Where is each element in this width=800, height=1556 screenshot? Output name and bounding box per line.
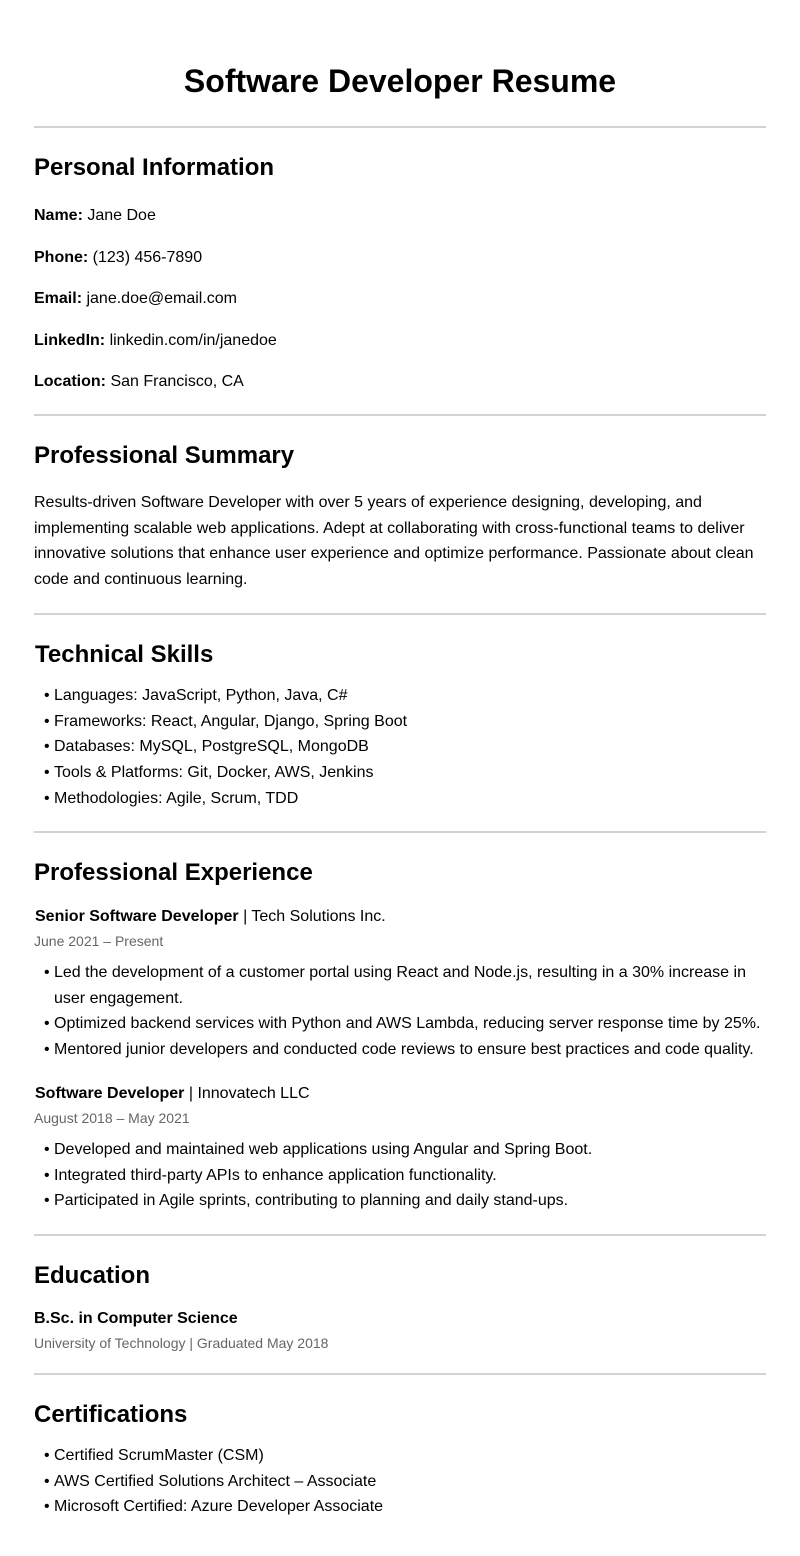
list-item: • Methodologies: Agile, Scrum, TDD [34,786,766,812]
job-title-line [35,1084,310,1104]
skills-list [34,683,766,812]
section-heading-skills: Technical Skills [35,641,214,668]
list-item: • Led the development of a customer portal using React and Node.js, resulting in a 30% increase in user engagement. [34,960,766,1011]
job-title: Software Developer [35,1085,185,1102]
location-field [34,372,244,392]
linkedin-label: LinkedIn: [34,332,106,349]
section-heading-certifications: Certifications [34,1401,188,1428]
location-label: Location: [34,373,106,390]
list-item: • Languages: JavaScript, Python, Java, C# [34,683,766,709]
linkedin-value: linkedin.com/in/janedoe [109,332,277,349]
list-item: • Participated in Agile sprints, contributing to planning and daily stand-ups. [34,1188,766,1214]
job-company: | Tech Solutions Inc. [238,908,386,925]
technical-skills-section [34,615,766,831]
name-value: Jane Doe [87,207,156,224]
list-item: • Tools & Platforms: Git, Docker, AWS, Jenkins [34,760,766,786]
email-label: Email: [34,290,83,307]
job-title: Senior Software Developer [35,908,239,925]
list-item: • Microsoft Certified: Azure Developer Associate [34,1494,766,1520]
list-item: • Databases: MySQL, PostgreSQL, MongoDB [34,734,766,760]
job-dates: August 2018 – May 2021 [34,1110,190,1126]
professional-experience-section [34,833,766,1234]
phone-value: (123) 456-7890 [92,249,203,266]
phone-field [34,248,202,268]
job-bullets [34,960,766,1063]
section-heading-summary: Professional Summary [34,442,295,469]
list-item: • Optimized backend services with Python and AWS Lambda, reducing server response time by 25%. [34,1011,766,1037]
certifications-section [34,1375,766,1525]
degree [34,1309,238,1329]
certifications-list [34,1443,766,1520]
job-bullets [34,1137,766,1214]
education-section [34,1236,766,1373]
section-heading-personal: Personal Information [34,154,275,181]
job-dates: June 2021 – Present [34,933,164,949]
section-heading-experience: Professional Experience [34,859,313,886]
summary-text: Results-driven Software Developer with over 5 years of experience designing, developing, and implementing scalable web applications. Adept at collaborating with cross-functional teams to deliver innovative solutions that enhance user experience and optimize performance. Passionate about clean code and continuous learning. [34,494,754,589]
phone-label: Phone: [34,249,89,266]
email-value: jane.doe@email.com [86,290,238,307]
degree-title: B.Sc. in Computer Science [34,1310,238,1327]
section-heading-education: Education [34,1262,151,1289]
name-label: Name: [34,207,83,224]
list-item: • AWS Certified Solutions Architect – Associate [34,1469,766,1495]
professional-summary-section [34,416,766,613]
linkedin-field [34,331,277,351]
email-field [34,289,237,309]
job-title-line [35,907,386,927]
list-item: • Developed and maintained web applications using Angular and Spring Boot. [34,1137,766,1163]
page-title: Software Developer Resume [183,63,617,99]
list-item: • Frameworks: React, Angular, Django, Spring Boot [34,709,766,735]
location-value: San Francisco, CA [110,373,244,390]
personal-information-section [34,128,766,414]
job-company: | Innovatech LLC [184,1085,310,1102]
list-item: • Integrated third-party APIs to enhance application functionality. [34,1163,766,1189]
name-field [34,206,156,226]
list-item: • Certified ScrumMaster (CSM) [34,1443,766,1469]
list-item: • Mentored junior developers and conducted code reviews to ensure best practices and code quality. [34,1037,766,1063]
education-details: University of Technology | Graduated May 2018 [34,1335,329,1351]
